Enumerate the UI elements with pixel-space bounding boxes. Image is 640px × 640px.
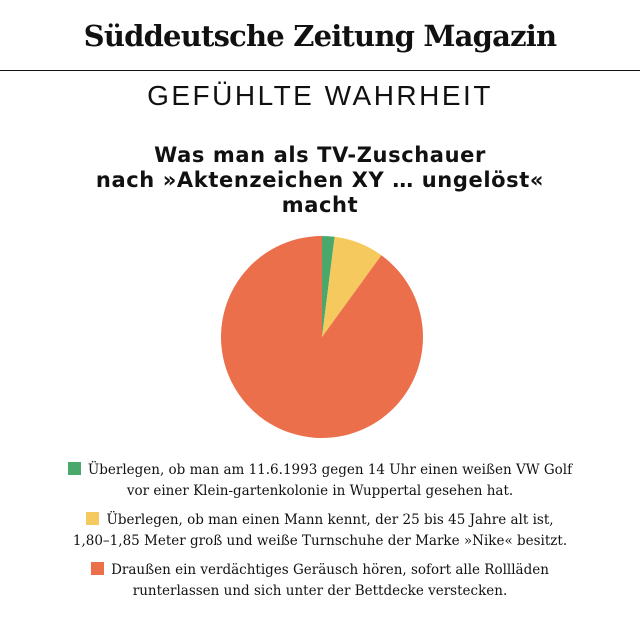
legend-item [40, 510, 600, 552]
pie-slice-red [221, 236, 423, 438]
chart-title-line: Was man als TV-Zuschauer [154, 143, 486, 167]
legend-label-line: runterlassen und sich unter der Bettdecke verstecken. [132, 583, 508, 599]
section-title: GEFÜHLTE WAHRHEIT [147, 80, 493, 111]
legend-swatch-red [91, 562, 104, 575]
legend-label-line: vor einer Klein-gartenkolonie in Wuppertal gesehen hat. [126, 483, 514, 499]
legend-label-line: Draußen ein verdächtiges Geräusch hören, sofort alle Rollläden [111, 562, 549, 578]
legend-item [40, 560, 600, 602]
chart-title-line: macht [281, 193, 359, 217]
chart-title [40, 143, 600, 218]
chart-title-line: nach »Aktenzeichen XY … ungelöst« [95, 168, 545, 192]
legend-swatch-green [68, 462, 81, 475]
legend-label-line: 1,80–1,85 Meter groß und weiße Turnschuhe der Marke »Nike« besitzt. [72, 533, 568, 549]
legend-label-line: Überlegen, ob man einen Mann kennt, der 25 bis 45 Jahre alt ist, [106, 512, 554, 528]
legend-item [40, 460, 600, 502]
pie-chart [210, 225, 434, 449]
legend-swatch-yellow [86, 512, 99, 525]
masthead [0, 0, 640, 71]
chart-legend [40, 460, 600, 610]
legend-label-line: Überlegen, ob man am 11.6.1993 gegen 14 Uhr einen weißen VW Golf [87, 462, 573, 478]
masthead-logo: Süddeutsche Zeitung Magazin [83, 19, 557, 53]
